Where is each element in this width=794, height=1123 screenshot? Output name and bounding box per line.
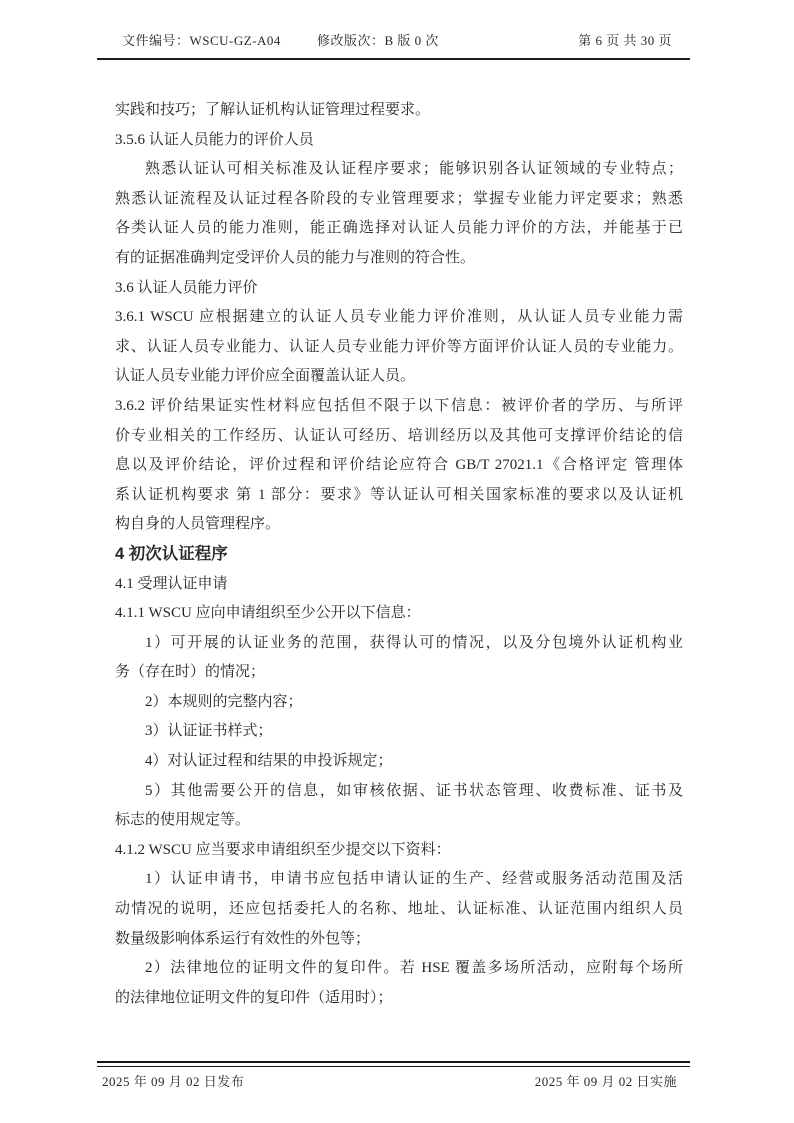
heading-4: 4 初次认证程序 bbox=[115, 544, 228, 563]
doc-line: 系认证机构要求 第 1 部分：要求》等认证认可相关国家标准的要求以及认证机 bbox=[115, 486, 683, 503]
heading-3-6: 3.6 认证人员能力评价 bbox=[115, 279, 258, 296]
list-item: 1）认证申请书，申请书应包括申请认证的生产、经营或服务活动范围及活 bbox=[145, 871, 683, 888]
list-item: 4）对认证过程和结果的申投诉规定； bbox=[145, 753, 393, 770]
doc-line: 构自身的人员管理程序。 bbox=[115, 516, 281, 533]
doc-line: 认证人员专业能力评价应全面覆盖认证人员。 bbox=[115, 368, 416, 385]
page-header bbox=[97, 30, 690, 60]
doc-line: 数量级影响体系运行有效性的外包等； bbox=[115, 930, 371, 947]
doc-line: 实践和技巧；了解认证机构认证管理过程要求。 bbox=[115, 102, 431, 118]
page-footer bbox=[97, 1061, 690, 1090]
heading-3-5-6: 3.5.6 认证人员能力的评价人员 bbox=[115, 131, 314, 148]
doc-line: 熟悉认证认可相关标准及认证程序要求；能够识别各认证领域的专业特点； bbox=[145, 161, 683, 178]
doc-line: 有的证据准确判定受评价人员的能力与准则的符合性。 bbox=[115, 249, 476, 266]
doc-line: 息以及评价结论，评价过程和评价结论应符合 GB/T 27021.1《合格评定 管理体 bbox=[115, 457, 683, 474]
doc-line: 熟悉认证流程及认证过程各阶段的专业管理要求；掌握专业能力评定要求；熟悉 bbox=[115, 190, 683, 207]
doc-number: 文件编号：WSCU-GZ-A04 bbox=[122, 33, 281, 48]
doc-line: 价专业相关的工作经历、认证认可经历、培训经历以及其他可支撑评价结论的信 bbox=[115, 427, 683, 444]
doc-line: 3.6.1 WSCU 应根据建立的认证人员专业能力评价准则，从认证人员专业能力需 bbox=[115, 309, 683, 326]
heading-4-1-1: 4.1.1 WSCU 应向申请组织至少公开以下信息： bbox=[115, 605, 421, 622]
doc-line: 的法律地位证明文件的复印件（适用时）； bbox=[115, 989, 393, 1006]
publish-date: 2025 年 09 月 02 日发布 bbox=[102, 1074, 245, 1089]
revision-label: 修改版次：B 版 0 次 bbox=[316, 33, 439, 48]
doc-line: 各类认证人员的能力准则，能正确选择对认证人员能力评价的方法，并能基于已 bbox=[115, 220, 683, 237]
doc-line: 动情况的说明，还应包括委托人的名称、地址、认证标准、认证范围内组织人员 bbox=[115, 901, 683, 918]
page-number-label: 第 6 页 共 30 页 bbox=[578, 33, 672, 48]
list-item: 1）可开展的认证业务的范围，获得认可的情况，以及分包境外认证机构业 bbox=[145, 634, 683, 651]
doc-line: 求、认证人员专业能力、认证人员专业能力评价等方面评价认证人员的专业能力。 bbox=[115, 338, 683, 355]
list-item: 2）本规则的完整内容； bbox=[145, 693, 303, 710]
doc-line: 务（存在时）的情况； bbox=[115, 664, 266, 681]
footer-dates-row bbox=[97, 1067, 690, 1090]
doc-line: 3.6.2 评价结果证实性材料应包括但不限于以下信息：被评价者的学历、与所评 bbox=[115, 397, 683, 414]
list-item: 2）法律地位的证明文件的复印件。若 HSE 覆盖多场所活动，应附每个场所 bbox=[145, 960, 683, 977]
heading-4-1-2: 4.1.2 WSCU 应当要求申请组织至少提交以下资料： bbox=[115, 841, 451, 858]
implement-date: 2025 年 09 月 02 日实施 bbox=[534, 1074, 677, 1089]
doc-line: 标志的使用规定等。 bbox=[115, 812, 251, 829]
heading-4-1: 4.1 受理认证申请 bbox=[115, 575, 228, 592]
list-item: 5）其他需要公开的信息，如审核依据、证书状态管理、收费标准、证书及 bbox=[145, 782, 683, 799]
list-item: 3）认证证书样式； bbox=[145, 723, 273, 740]
page-header-row bbox=[97, 30, 690, 49]
document-body bbox=[115, 96, 683, 1013]
